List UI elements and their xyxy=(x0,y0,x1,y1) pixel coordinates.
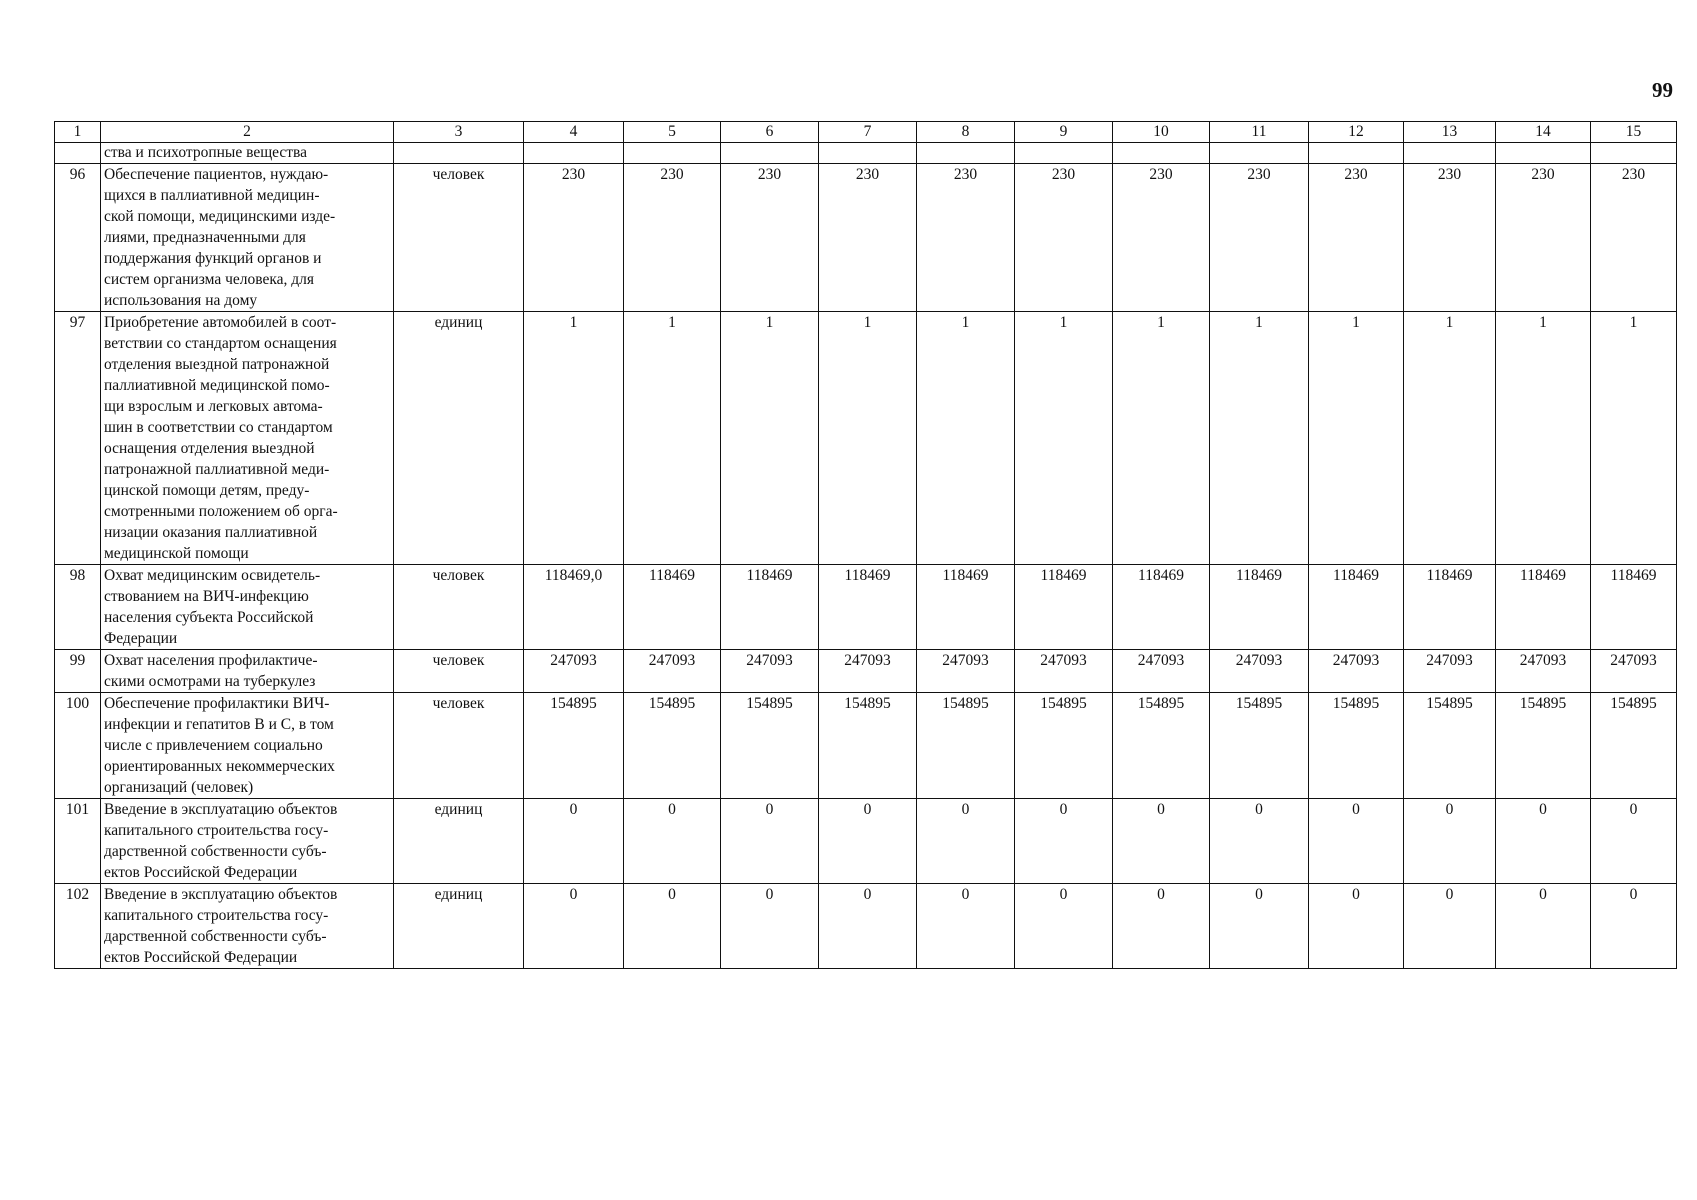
indicator-name-cell: Введение в эксплуатацию объектов капитального строительства госу- дарственной собственности субъ- ектов Российской Федерации xyxy=(101,799,394,884)
column-header: 7 xyxy=(819,122,917,143)
row-number-cell: 98 xyxy=(55,565,101,650)
column-header: 1 xyxy=(55,122,101,143)
indicator-name-cell: Обеспечение пациентов, нуждаю- щихся в паллиативной медицин- ской помощи, медицинскими изде- лиями, предназначенными для поддержания функций органов и систем организма человека, для использования на дому xyxy=(101,164,394,312)
column-header: 14 xyxy=(1496,122,1591,143)
value-cell: 0 xyxy=(1210,799,1309,884)
value-cell: 247093 xyxy=(721,650,819,693)
value-cell: 230 xyxy=(1496,164,1591,312)
indicator-name-cell: Охват медицинским освидетель- ствованием на ВИЧ-инфекцию населения субъекта Российской Федерации xyxy=(101,565,394,650)
value-cell xyxy=(917,143,1015,164)
unit-cell: человек xyxy=(394,650,524,693)
value-cell: 1 xyxy=(524,312,624,565)
value-cell xyxy=(1496,143,1591,164)
continuation-row xyxy=(55,143,1677,164)
value-cell: 247093 xyxy=(1309,650,1404,693)
value-cell xyxy=(721,143,819,164)
column-header: 3 xyxy=(394,122,524,143)
value-cell: 230 xyxy=(1404,164,1496,312)
header-row xyxy=(55,122,1677,143)
value-cell: 118469 xyxy=(1496,565,1591,650)
value-cell: 154895 xyxy=(1113,693,1210,799)
value-cell: 1 xyxy=(1591,312,1677,565)
value-cell xyxy=(1309,143,1404,164)
unit-cell: человек xyxy=(394,693,524,799)
value-cell: 154895 xyxy=(624,693,721,799)
value-cell: 0 xyxy=(1591,799,1677,884)
value-cell xyxy=(1210,143,1309,164)
value-cell: 0 xyxy=(1113,799,1210,884)
value-cell: 1 xyxy=(721,312,819,565)
value-cell: 1 xyxy=(819,312,917,565)
value-cell xyxy=(1015,143,1113,164)
value-cell: 0 xyxy=(1309,799,1404,884)
column-header: 11 xyxy=(1210,122,1309,143)
indicator-name-cell: Охват населения профилактиче- скими осмотрами на туберкулез xyxy=(101,650,394,693)
value-cell: 1 xyxy=(1210,312,1309,565)
value-cell: 1 xyxy=(1113,312,1210,565)
indicator-name-cell: Введение в эксплуатацию объектов капитального строительства госу- дарственной собственности субъ- ектов Российской Федерации xyxy=(101,884,394,969)
indicator-table xyxy=(54,121,1677,969)
value-cell: 230 xyxy=(1309,164,1404,312)
value-cell: 154895 xyxy=(1210,693,1309,799)
indicator-name-cell: Приобретение автомобилей в соот- ветствии со стандартом оснащения отделения выездной патронажной паллиативной медицинской помо- щи взрослым и легковых автома- шин в соответствии со стандартом оснащения отделения выездной патронажной паллиативной меди- цинской помощи детям, преду- смотренными положением об орга- низации оказания паллиативной медицинской помощи xyxy=(101,312,394,565)
unit-cell: человек xyxy=(394,164,524,312)
value-cell: 154895 xyxy=(524,693,624,799)
value-cell: 1 xyxy=(1015,312,1113,565)
value-cell: 247093 xyxy=(819,650,917,693)
value-cell: 154895 xyxy=(1404,693,1496,799)
value-cell: 0 xyxy=(624,799,721,884)
page-number: 99 xyxy=(1652,78,1673,102)
value-cell: 0 xyxy=(1309,884,1404,969)
value-cell: 0 xyxy=(1404,884,1496,969)
row-number-cell: 102 xyxy=(55,884,101,969)
row-number-cell: 99 xyxy=(55,650,101,693)
value-cell: 0 xyxy=(1210,884,1309,969)
value-cell: 247093 xyxy=(524,650,624,693)
value-cell: 230 xyxy=(1210,164,1309,312)
value-cell: 0 xyxy=(819,799,917,884)
table-row xyxy=(55,565,1677,650)
row-number-cell: 97 xyxy=(55,312,101,565)
value-cell xyxy=(1404,143,1496,164)
value-cell: 247093 xyxy=(1210,650,1309,693)
value-cell: 0 xyxy=(1404,799,1496,884)
value-cell: 247093 xyxy=(1496,650,1591,693)
column-header: 5 xyxy=(624,122,721,143)
table-row xyxy=(55,799,1677,884)
value-cell: 0 xyxy=(917,799,1015,884)
value-cell: 247093 xyxy=(1015,650,1113,693)
value-cell: 0 xyxy=(721,799,819,884)
value-cell: 247093 xyxy=(624,650,721,693)
table-row xyxy=(55,164,1677,312)
column-header: 4 xyxy=(524,122,624,143)
value-cell: 0 xyxy=(1015,799,1113,884)
value-cell: 230 xyxy=(524,164,624,312)
value-cell: 118469 xyxy=(624,565,721,650)
value-cell: 118469 xyxy=(1591,565,1677,650)
value-cell: 230 xyxy=(1113,164,1210,312)
value-cell: 154895 xyxy=(1309,693,1404,799)
value-cell: 0 xyxy=(819,884,917,969)
unit-cell: единиц xyxy=(394,312,524,565)
value-cell: 154895 xyxy=(819,693,917,799)
value-cell: 0 xyxy=(1496,884,1591,969)
value-cell: 230 xyxy=(1591,164,1677,312)
row-number-cell: 96 xyxy=(55,164,101,312)
value-cell: 0 xyxy=(524,799,624,884)
value-cell: 247093 xyxy=(1113,650,1210,693)
table-row xyxy=(55,693,1677,799)
column-header: 6 xyxy=(721,122,819,143)
value-cell: 0 xyxy=(917,884,1015,969)
value-cell: 118469 xyxy=(1404,565,1496,650)
column-header: 13 xyxy=(1404,122,1496,143)
value-cell xyxy=(624,143,721,164)
column-header: 8 xyxy=(917,122,1015,143)
value-cell xyxy=(524,143,624,164)
unit-cell: человек xyxy=(394,565,524,650)
value-cell: 1 xyxy=(917,312,1015,565)
value-cell: 0 xyxy=(624,884,721,969)
value-cell: 1 xyxy=(1404,312,1496,565)
value-cell: 154895 xyxy=(1496,693,1591,799)
table-row xyxy=(55,312,1677,565)
column-header: 15 xyxy=(1591,122,1677,143)
value-cell: 154895 xyxy=(721,693,819,799)
row-number-cell xyxy=(55,143,101,164)
value-cell: 118469 xyxy=(1210,565,1309,650)
table-row xyxy=(55,650,1677,693)
value-cell: 0 xyxy=(1496,799,1591,884)
value-cell: 0 xyxy=(1015,884,1113,969)
value-cell xyxy=(1113,143,1210,164)
value-cell: 118469 xyxy=(917,565,1015,650)
column-header: 2 xyxy=(101,122,394,143)
value-cell: 0 xyxy=(1591,884,1677,969)
value-cell: 118469 xyxy=(819,565,917,650)
value-cell: 1 xyxy=(1496,312,1591,565)
row-number-cell: 100 xyxy=(55,693,101,799)
value-cell: 247093 xyxy=(1404,650,1496,693)
column-header: 10 xyxy=(1113,122,1210,143)
value-cell xyxy=(1591,143,1677,164)
value-cell: 230 xyxy=(917,164,1015,312)
value-cell: 118469 xyxy=(1309,565,1404,650)
value-cell: 247093 xyxy=(1591,650,1677,693)
value-cell: 230 xyxy=(624,164,721,312)
value-cell: 118469 xyxy=(721,565,819,650)
value-cell: 247093 xyxy=(917,650,1015,693)
unit-cell xyxy=(394,143,524,164)
value-cell: 1 xyxy=(1309,312,1404,565)
row-number-cell: 101 xyxy=(55,799,101,884)
indicator-name-cell: Обеспечение профилактики ВИЧ- инфекции и гепатитов В и С, в том числе с привлечением социально ориентированных некоммерческих организаций (человек) xyxy=(101,693,394,799)
value-cell xyxy=(819,143,917,164)
value-cell: 118469 xyxy=(1015,565,1113,650)
table-row xyxy=(55,884,1677,969)
unit-cell: единиц xyxy=(394,884,524,969)
value-cell: 154895 xyxy=(1015,693,1113,799)
column-header: 9 xyxy=(1015,122,1113,143)
value-cell: 0 xyxy=(524,884,624,969)
value-cell: 1 xyxy=(624,312,721,565)
value-cell: 118469,0 xyxy=(524,565,624,650)
value-cell: 230 xyxy=(819,164,917,312)
value-cell: 230 xyxy=(721,164,819,312)
indicator-name-continued: ства и психотропные вещества xyxy=(101,143,394,164)
value-cell: 118469 xyxy=(1113,565,1210,650)
column-header: 12 xyxy=(1309,122,1404,143)
value-cell: 0 xyxy=(721,884,819,969)
value-cell: 154895 xyxy=(1591,693,1677,799)
value-cell: 0 xyxy=(1113,884,1210,969)
unit-cell: единиц xyxy=(394,799,524,884)
value-cell: 154895 xyxy=(917,693,1015,799)
value-cell: 230 xyxy=(1015,164,1113,312)
